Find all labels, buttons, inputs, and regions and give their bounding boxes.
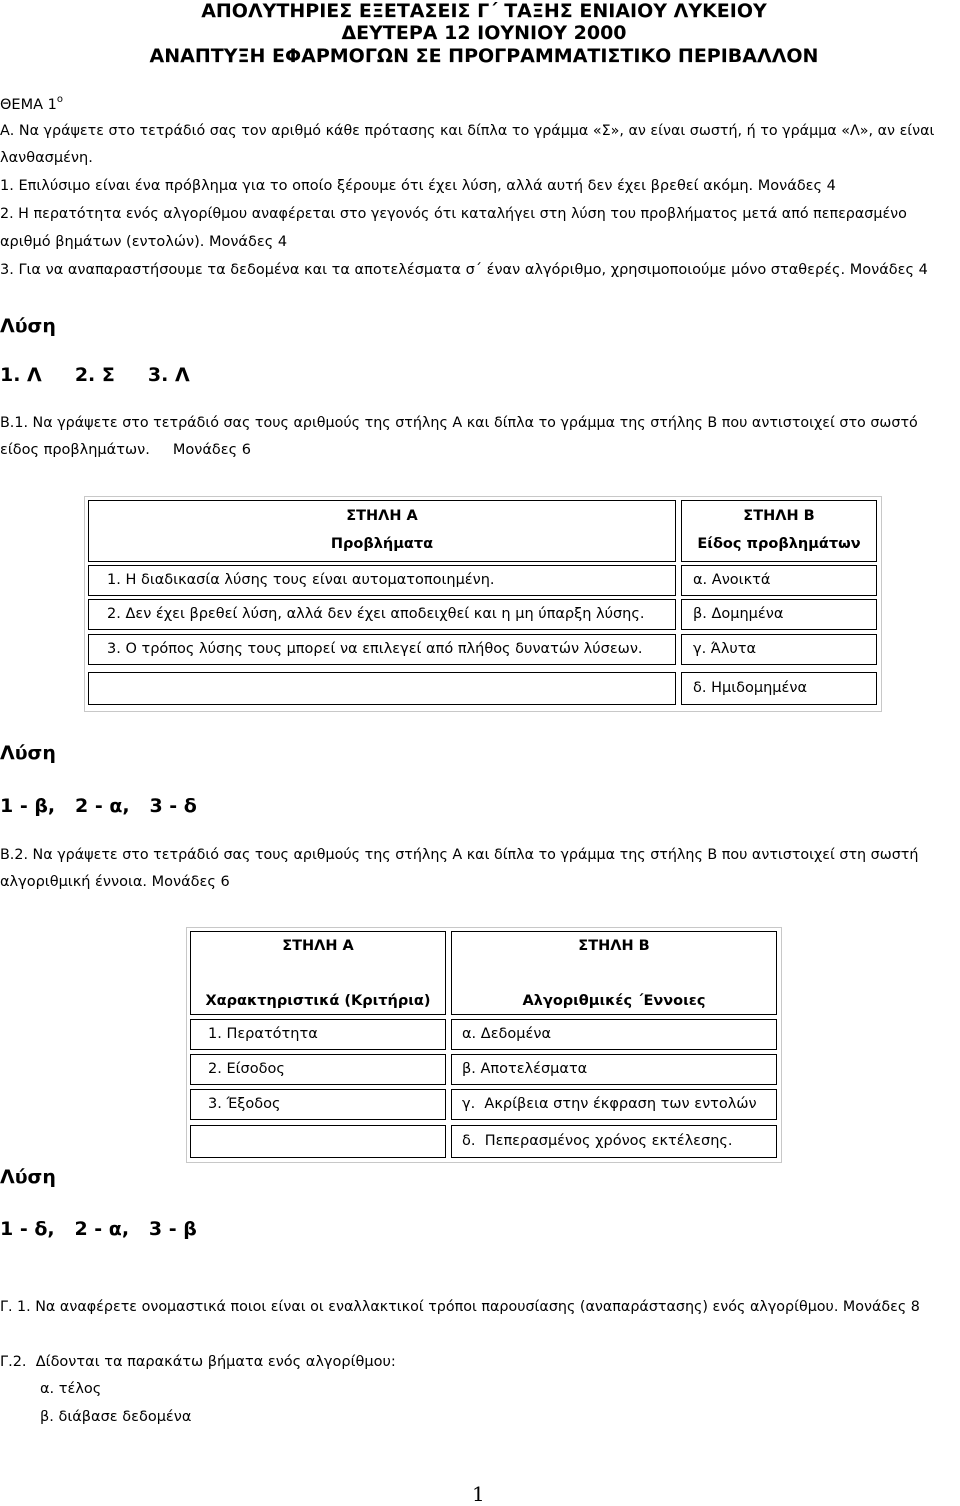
table1-row-b-1: α. Ανοικτά: [681, 565, 877, 596]
part-g-step-a: α. τέλος: [40, 1381, 102, 1397]
table2-row-b-3: γ. Ακρίβεια στην έκφραση των εντολών: [451, 1089, 777, 1120]
table2-row-b-1: α. Δεδομένα: [451, 1019, 777, 1050]
matching-table-1: [84, 496, 882, 712]
part-a-intro-cont: λανθασμένη.: [0, 150, 93, 166]
matching-table-2: [186, 927, 782, 1163]
table2-col-b-header: ΣΤΗΛΗ Β Αλγοριθμικές ΄Εννοιες: [451, 931, 777, 1015]
answers-b2: 1 - δ, 2 - α, 3 - β: [0, 1218, 197, 1240]
part-g-question-2: Γ.2. Δίδονται τα παρακάτω βήματα ενός αλγορίθμου:: [0, 1354, 396, 1370]
exam-title: ΑΠΟΛΥΤΗΡΙΕΣ ΕΞΕΤΑΣΕΙΣ Γ΄ ΤΑΞΗΣ ΕΝΙΑΙΟΥ ΛΥΚΕΙΟΥ: [201, 0, 767, 22]
table1-row-a-3: 3. Ο τρόπος λύσης τους μπορεί να επιλεγεί από πλήθος δυνατών λύσεων.: [88, 634, 676, 665]
table2-row-a-2: 2. Είσοδος: [190, 1054, 446, 1085]
part-a-intro: Α. Να γράψετε στο τετράδιό σας τον αριθμό κάθε πρότασης και δίπλα το γράμμα «Σ», αν είναι σωστή, ή το γράμμα «Λ», αν είναι: [0, 123, 935, 139]
part-a-question-2: 2. Η περατότητα ενός αλγορίθμου αναφέρεται στο γεγονός ότι καταλήγει στη λύση του προβλήματος μετά από πεπερασμένο: [0, 206, 907, 222]
exam-date: ΔΕΥΤΕΡΑ 12 ΙΟΥΝΙΟΥ 2000: [341, 22, 627, 44]
table1-row-b-4: δ. Ημιδομημένα: [681, 672, 877, 705]
part-b2-intro-cont: αλγοριθμική έννοια. Μονάδες 6: [0, 874, 230, 890]
table2-row-a-1: 1. Περατότητα: [190, 1019, 446, 1050]
part-b1-intro-cont: είδος προβλημάτων. Μονάδες 6: [0, 442, 251, 458]
solution-label-a: Λύση: [0, 315, 56, 337]
table1-col-a-header: ΣΤΗΛΗ Α Προβλήματα: [88, 500, 676, 562]
solution-label-b1: Λύση: [0, 742, 56, 764]
page-number: 1: [472, 1482, 485, 1506]
table2-col-a-header: ΣΤΗΛΗ Α Χαρακτηριστικά (Κριτήρια): [190, 931, 446, 1015]
table2-row-b-4: δ. Πεπερασμένος χρόνος εκτέλεσης.: [451, 1125, 777, 1158]
part-g-step-b: β. διάβασε δεδομένα: [40, 1409, 192, 1425]
solution-label-b2: Λύση: [0, 1166, 56, 1188]
table1-row-b-2: β. Δομημένα: [681, 599, 877, 630]
table2-row-b-2: β. Αποτελέσματα: [451, 1054, 777, 1085]
answers-a: 1. Λ 2. Σ 3. Λ: [0, 364, 190, 386]
exam-subject: ΑΝΑΠΤΥΞΗ ΕΦΑΡΜΟΓΩΝ ΣΕ ΠΡΟΓΡΑΜΜΑΤΙΣΤΙΚΟ ΠΕΡΙΒΑΛΛΟΝ: [149, 45, 819, 67]
theme-heading: ΘΕΜΑ $1^o$: [0, 94, 63, 113]
table1-row-a-2: 2. Δεν έχει βρεθεί λύση, αλλά δεν έχει αποδειχθεί και η μη ύπαρξη λύσης.: [88, 599, 676, 630]
part-b2-intro: Β.2. Να γράψετε στο τετράδιό σας τους αριθμούς της στήλης Α και δίπλα το γράμμα της στήλης Β που αντιστοιχεί στη σωστή: [0, 847, 919, 863]
part-b1-intro: Β.1. Να γράψετε στο τετράδιό σας τους αριθμούς της στήλης Α και δίπλα το γράμμα της στήλης Β που αντιστοιχεί στο σωστό: [0, 415, 918, 431]
table1-row-a-4: [88, 672, 676, 705]
part-a-question-2-cont: αριθμό βημάτων (εντολών). Μονάδες 4: [0, 234, 288, 250]
part-g-question-1: Γ. 1. Να αναφέρετε ονομαστικά ποιοι είναι οι εναλλακτικοί τρόποι παρουσίασης (αναπαράστασης) ενός αλγορίθμου. Μονάδες 8: [0, 1299, 920, 1315]
part-a-question-3: 3. Για να αναπαραστήσουμε τα δεδομένα και τα αποτελέσματα σ΄ έναν αλγόριθμο, χρησιμοποιούμε μόνο σταθερές. Μονάδες 4: [0, 262, 928, 278]
table2-row-a-3: 3. Έξοδος: [190, 1089, 446, 1120]
table1-row-a-1: 1. Η διαδικασία λύσης τους είναι αυτοματοποιημένη.: [88, 565, 676, 596]
table1-row-b-3: γ. Άλυτα: [681, 634, 877, 665]
table1-col-b-header: ΣΤΗΛΗ Β Είδος προβλημάτων: [681, 500, 877, 562]
part-a-question-1: 1. Επιλύσιμο είναι ένα πρόβλημα για το οποίο ξέρουμε ότι έχει λύση, αλλά αυτή δεν έχει βρεθεί ακόμη. Μονάδες 4: [0, 178, 836, 194]
table2-row-a-4: [190, 1125, 446, 1158]
answers-b1: 1 - β, 2 - α, 3 - δ: [0, 795, 197, 817]
